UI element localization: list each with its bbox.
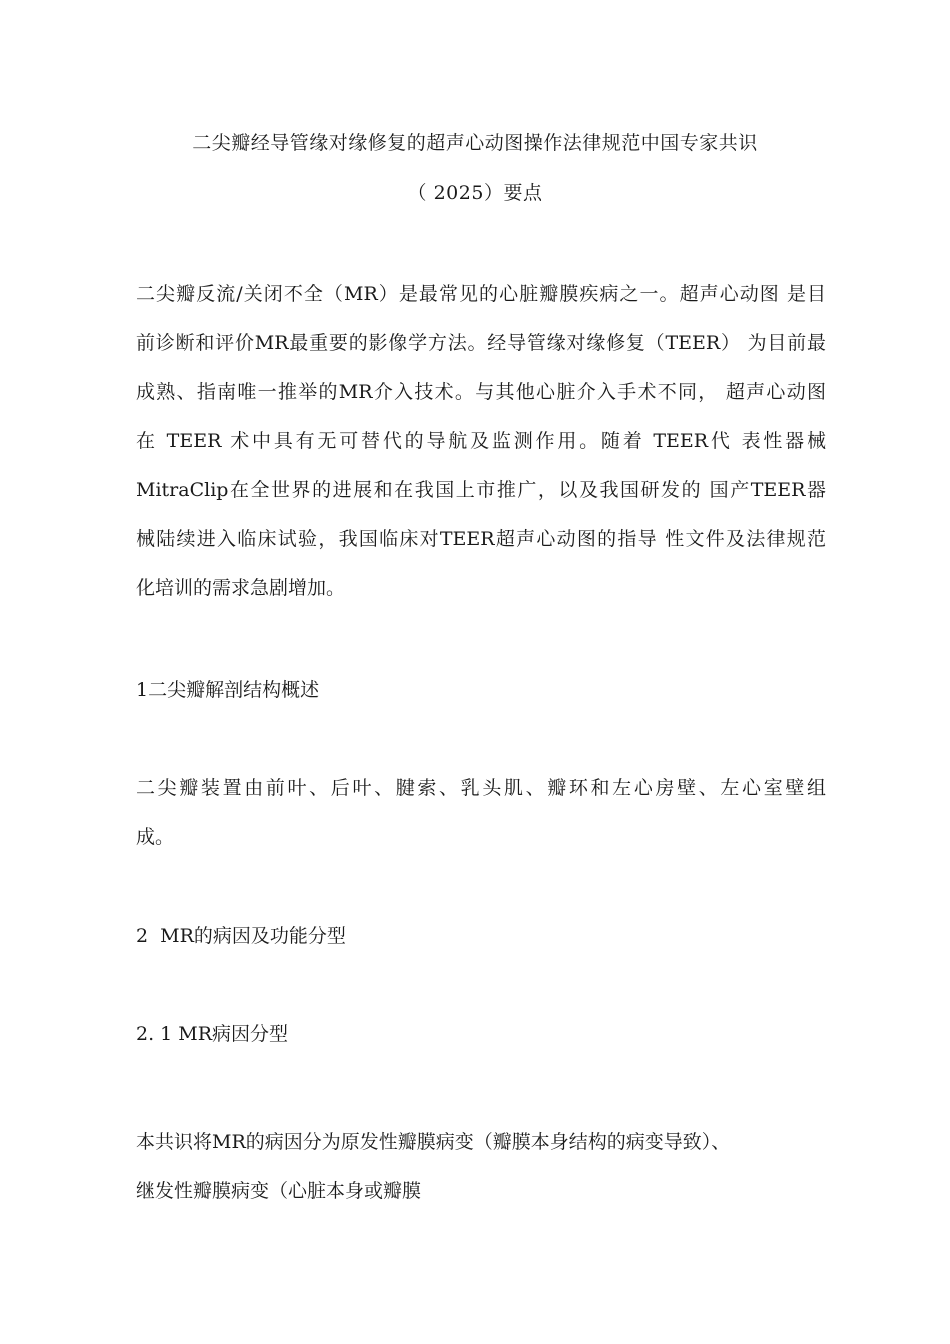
document-title-line-2: （ 2025）要点: [407, 182, 543, 204]
section-2-1-line: 继发性瓣膜病变（心脏本身或瓣膜: [136, 1180, 422, 1202]
section-heading-text: 2 MR的病因及功能分型: [136, 925, 346, 947]
intro-line: 化培训的需求急剧增加。: [136, 577, 346, 599]
section-2-heading: [136, 912, 826, 961]
section-1-line: 二尖瓣装置由前叶、后叶、腱索、乳头肌、瓣环和左心房壁、左心室壁组: [136, 777, 826, 799]
section-2-1-line: 本共识将MR的病因分为原发性瓣膜病变（瓣膜本身结构的病变导致）、: [136, 1131, 731, 1153]
section-2-1-paragraph: [136, 1118, 826, 1216]
intro-line: 前诊断和评价MR最重要的影像学方法。经导管缘对缘修复（TEER） 为目前最: [136, 332, 826, 354]
section-1-paragraph: [136, 764, 826, 862]
intro-line: 械陆续进入临床试验，我国临床对TEER超声心动图的指导 性文件及法律规范: [136, 528, 826, 550]
intro-line: 在 TEER 术中具有无可替代的导航及监测作用。随着 TEER代 表性器械: [136, 430, 826, 452]
section-1-heading: [136, 666, 826, 715]
intro-line: 成熟、指南唯一推举的MR介入技术。与其他心脏介入手术不同， 超声心动图: [136, 381, 826, 403]
intro-paragraph: [136, 270, 826, 613]
section-heading-text: 1二尖瓣解剖结构概述: [136, 679, 320, 701]
section-2-1-heading: [136, 1010, 826, 1059]
intro-line: MitraClip在全世界的进展和在我国上市推广，以及我国研发的 国产TEER器: [136, 479, 826, 501]
section-1-line: 成。: [136, 826, 175, 848]
document-title-line-1: 二尖瓣经导管缘对缘修复的超声心动图操作法律规范中国专家共识: [192, 132, 758, 154]
intro-line: 二尖瓣反流/关闭不全（MR）是最常见的心脏瓣膜疾病之一。超声心动图 是目: [136, 283, 826, 305]
section-heading-text: 2. 1 MR病因分型: [136, 1023, 289, 1045]
